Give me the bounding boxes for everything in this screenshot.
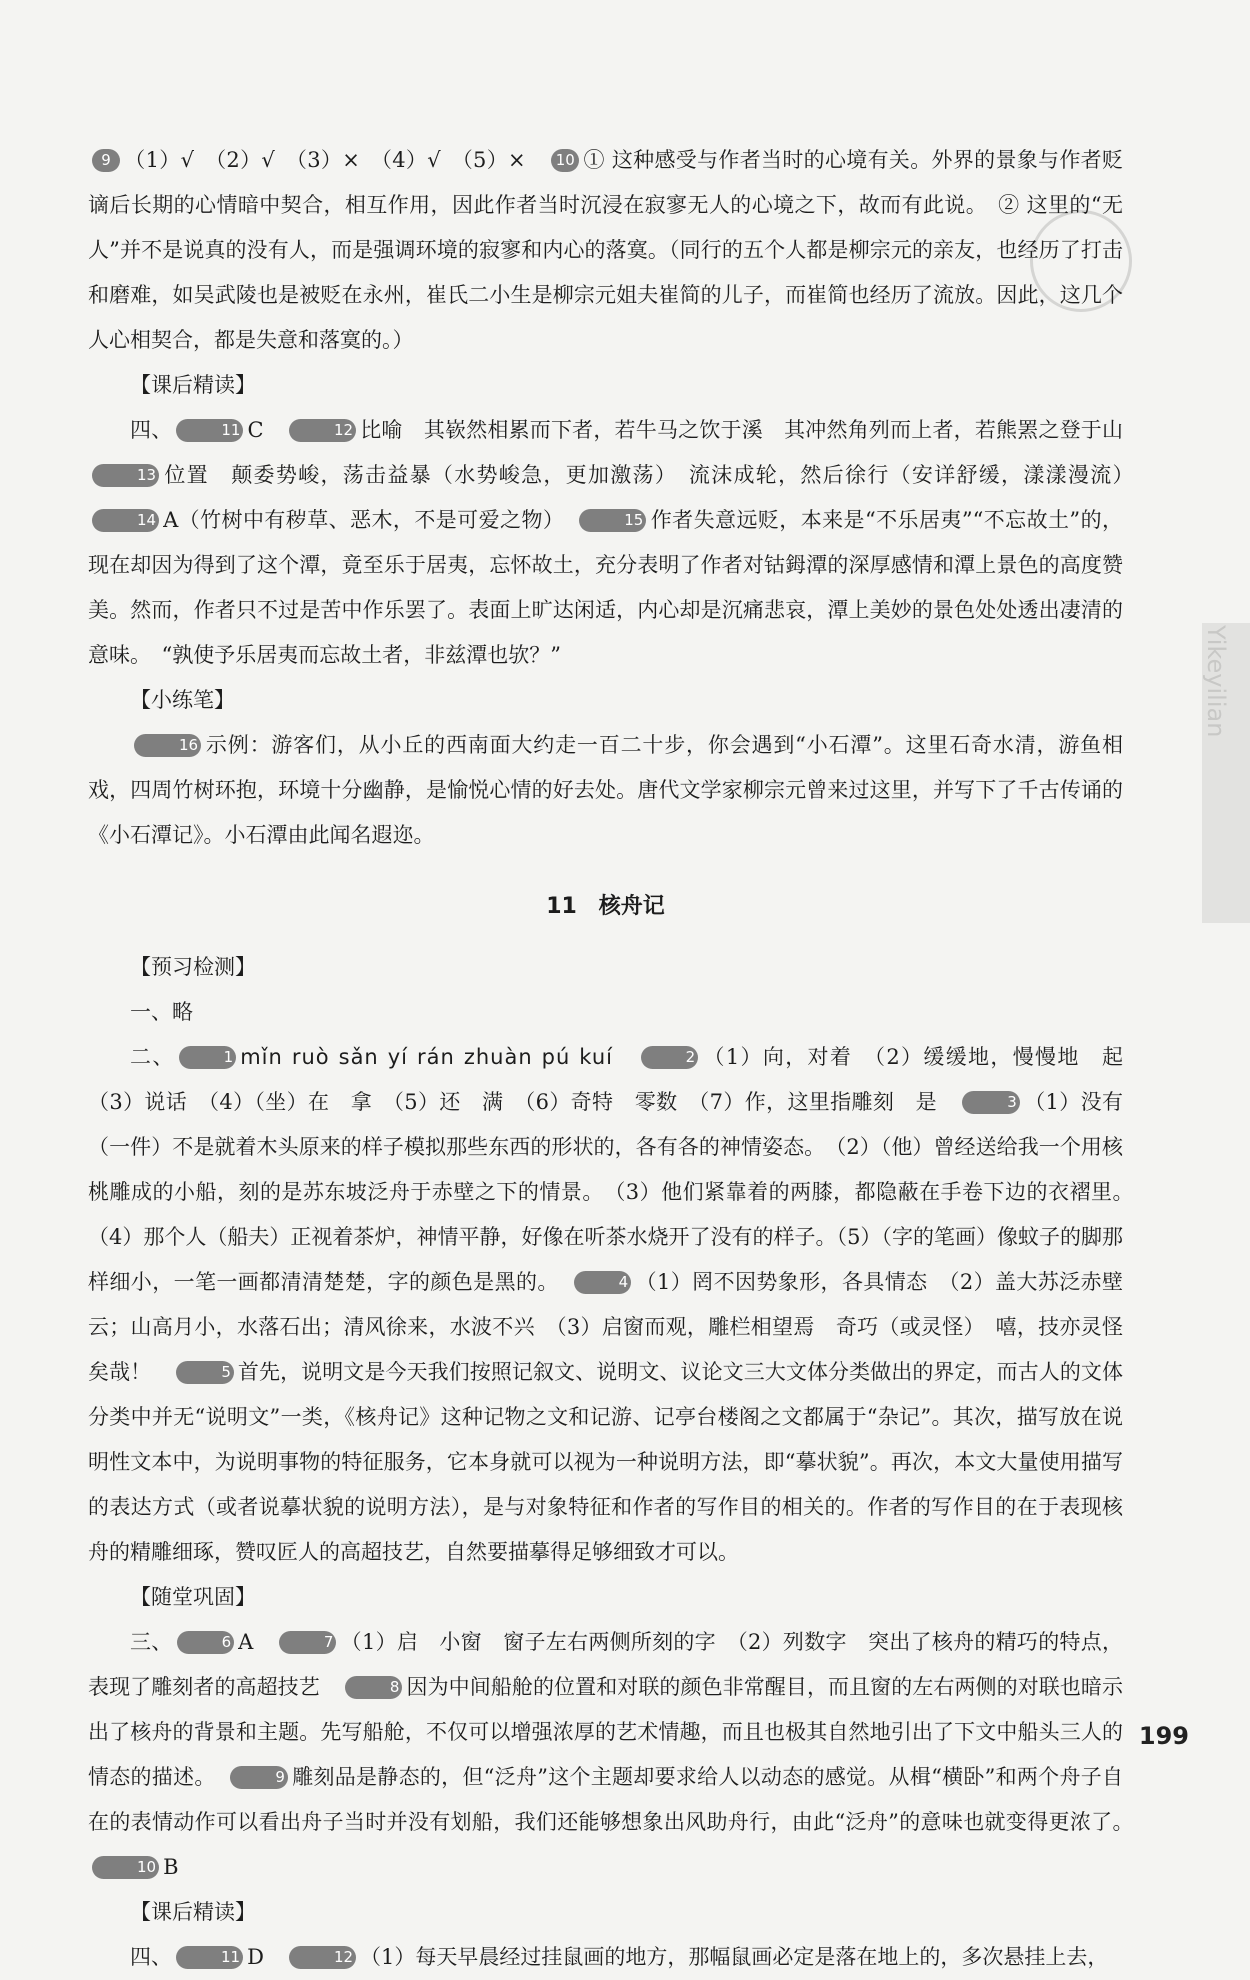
item-number-badge: 5: [176, 1361, 234, 1384]
item-number-badge: 11: [176, 1946, 243, 1969]
item-number-badge: 6: [177, 1631, 235, 1654]
side-tab: [1202, 623, 1250, 923]
lesson-title: 11 核舟记: [546, 894, 665, 919]
item-number-badge: 11: [176, 419, 243, 442]
item-number-badge: 15: [579, 509, 646, 532]
page-number: 199: [1138, 1722, 1189, 1750]
item-number-badge: 1: [179, 1046, 237, 1069]
section-heading: 【课后精读】: [130, 1900, 256, 1924]
item-number-badge: 9: [230, 1766, 288, 1789]
item-number-badge: 3: [962, 1091, 1020, 1114]
item-number-badge: 8: [345, 1676, 403, 1699]
item-number-badge: 16: [134, 734, 201, 757]
section-heading: 【随堂巩固】: [130, 1585, 256, 1609]
answer-line-1: 一、略: [130, 1000, 193, 1024]
section-heading: 【小练笔】: [130, 688, 235, 712]
answer-paragraph-3: 三、 6 A 7 （1）启 小窗 窗子左右两侧所刻的字 （2）列数字 突出了核舟的精巧的特点，表现了雕刻者的高超技艺 8 因为中间船舱的位置和对联的颜色非常醒目，而且窗的左右两侧的对联也暗示出了核舟的背景和主题。先写船舱，不仅可以增强浓厚的艺术情趣，而且也极其自然地引出了下文中船头三人的情态的描述。 9 雕刻品是静态的，但“泛舟”这个主题却要求给人以动态的感觉。从楫“横卧”和两个舟子自在的表情动作可以看出舟子当时并没有划船，我们还能够想象出风助舟行，由此“泛舟”的意味也就变得更浓了。 10 B: [88, 1630, 1124, 1879]
answer-paragraph-16: 16 示例：游客们，从小丘的西南面大约走一百二十步，你会遇到“小石潭”。这里石奇水清，游鱼相戏，四周竹树环抱，环境十分幽静，是愉悦心情的好去处。唐代文学家柳宗元曾来过这里，并写下了千古传诵的《小石潭记》。小石潭由此闻名遐迩。: [88, 733, 1123, 847]
item-number-badge: 9: [92, 149, 120, 172]
item-number-badge: 14: [92, 509, 159, 532]
answer-paragraph-9-10: 9 （1）√ （2）√ （3）× （4）√ （5）× 10 ① 这种感受与作者当时的心境有关。外界的景象与作者贬谪后长期的心情暗中契合，相互作用，因此作者当时沉浸在寂寥无人的心境之下，故而有此说。 ② 这里的“无人”并不是说真的没有人，而是强调环境的寂寥和内心的落寞。（同行的五个人都是柳宗元的亲友，也经历了打击和磨难，如吴武陵也是被贬在永州，崔氏二小生是柳宗元姐夫崔简的儿子，而崔简也经历了流放。因此，这几个人心相契合，都是失意和落寞的。）: [88, 148, 1123, 352]
item-number-badge: 13: [92, 464, 159, 487]
answer-paragraph-2: 二、 1 mǐn ruò sǎn yí rán zhuàn pú kuí 2 （1）向，对着 （2）缓缓地，慢慢地 起 （3）说话 （4）（坐）在 拿 （5）还 满 （6）奇特 零数 （7）作，这里指雕刻 是 3 （1）没有（一件）不是就着木头原来的样子模拟那些东西的形状的，各有各的神情姿态。 （2）（他）曾经送给我一个用核桃雕成的小船，刻的是苏东坡泛舟于赤壁之下的情景。 （3）他们紧靠着的两膝，都隐蔽在手卷下边的衣褶里。 （4）那个人（船夫）正视着茶炉，神情平静，好像在听茶水烧开了没有的样子。（5）（字的笔画）像蚊子的脚那样细小，一笔一画都清清楚楚，字的颜色是黑的。 4 （1）罔不因势象形，各具情态 （2）盖大苏泛赤壁云；山高月小，水落石出；清风徐来，水波不兴 （3）启窗而观，雕栏相望焉 奇巧（或灵怪） 嘻，技亦灵怪矣哉！ 5 首先，说明文是今天我们按照记叙文、说明文、议论文三大文体分类做出的界定，而古人的文体分类中并无“说明文”一类，《核舟记》这种记物之文和记游、记亭台楼阁之文都属于“杂记”。其次，描写放在说明性文本中，为说明事物的特征服务，它本身就可以视为一种说明方法，即“摹状貌”。再次，本文大量使用描写的表达方式（或者说摹状貌的说明方法），是与对象特征和作者的写作目的相关的。作者的写作目的在于表现核舟的精雕细琢，赞叹匠人的高超技艺，自然要描摹得足够细致才可以。: [88, 1045, 1145, 1564]
item-number-badge: 10: [92, 1856, 159, 1879]
item-number-badge: 2: [641, 1046, 699, 1069]
item-number-badge: 12: [289, 419, 356, 442]
section-heading: 【预习检测】: [130, 955, 256, 979]
item-number-badge: 12: [289, 1946, 356, 1969]
item-number-badge: 7: [279, 1631, 337, 1654]
answer-paragraph-4: 四、 11 C 12 比喻 其嵚然相累而下者，若牛马之饮于溪 其冲然角列而上者，若熊罴之登于山 13 位置 颠委势峻，荡击益暴（水势峻急，更加激荡） 流沫成轮，然后徐行（安详舒缓，漾漾漫流） 14 A（竹树中有秽草、恶木，不是可爱之物） 15 作者失意远贬，本来是“不乐居夷”“不忘故土”的，现在却因为得到了这个潭，竟至乐于居夷，忘怀故土，充分表明了作者对钴鉧潭的深厚感情和潭上景色的高度赞美。然而，作者只不过是苦中作乐罢了。表面上旷达闲适，内心却是沉痛悲哀，潭上美妙的景色处处透出凄清的意味。 “孰使予乐居夷而忘故土者，非兹潭也欤？”: [88, 418, 1124, 667]
page-content: [88, 138, 1145, 1980]
item-number-badge: 10: [551, 149, 579, 172]
pinyin-text: mǐn ruò sǎn yí rán zhuàn pú kuí: [240, 1045, 613, 1069]
answer-paragraph-4b: 四、 11 D 12 （1）每天早晨经过挂鼠画的地方，那幅鼠画必定是落在地上的，多次悬挂上去，: [130, 1945, 1109, 1969]
section-heading: 【课后精读】: [130, 373, 256, 397]
side-tab-label: Yikeyilian: [1202, 625, 1230, 738]
item-number-badge: 4: [574, 1271, 632, 1294]
